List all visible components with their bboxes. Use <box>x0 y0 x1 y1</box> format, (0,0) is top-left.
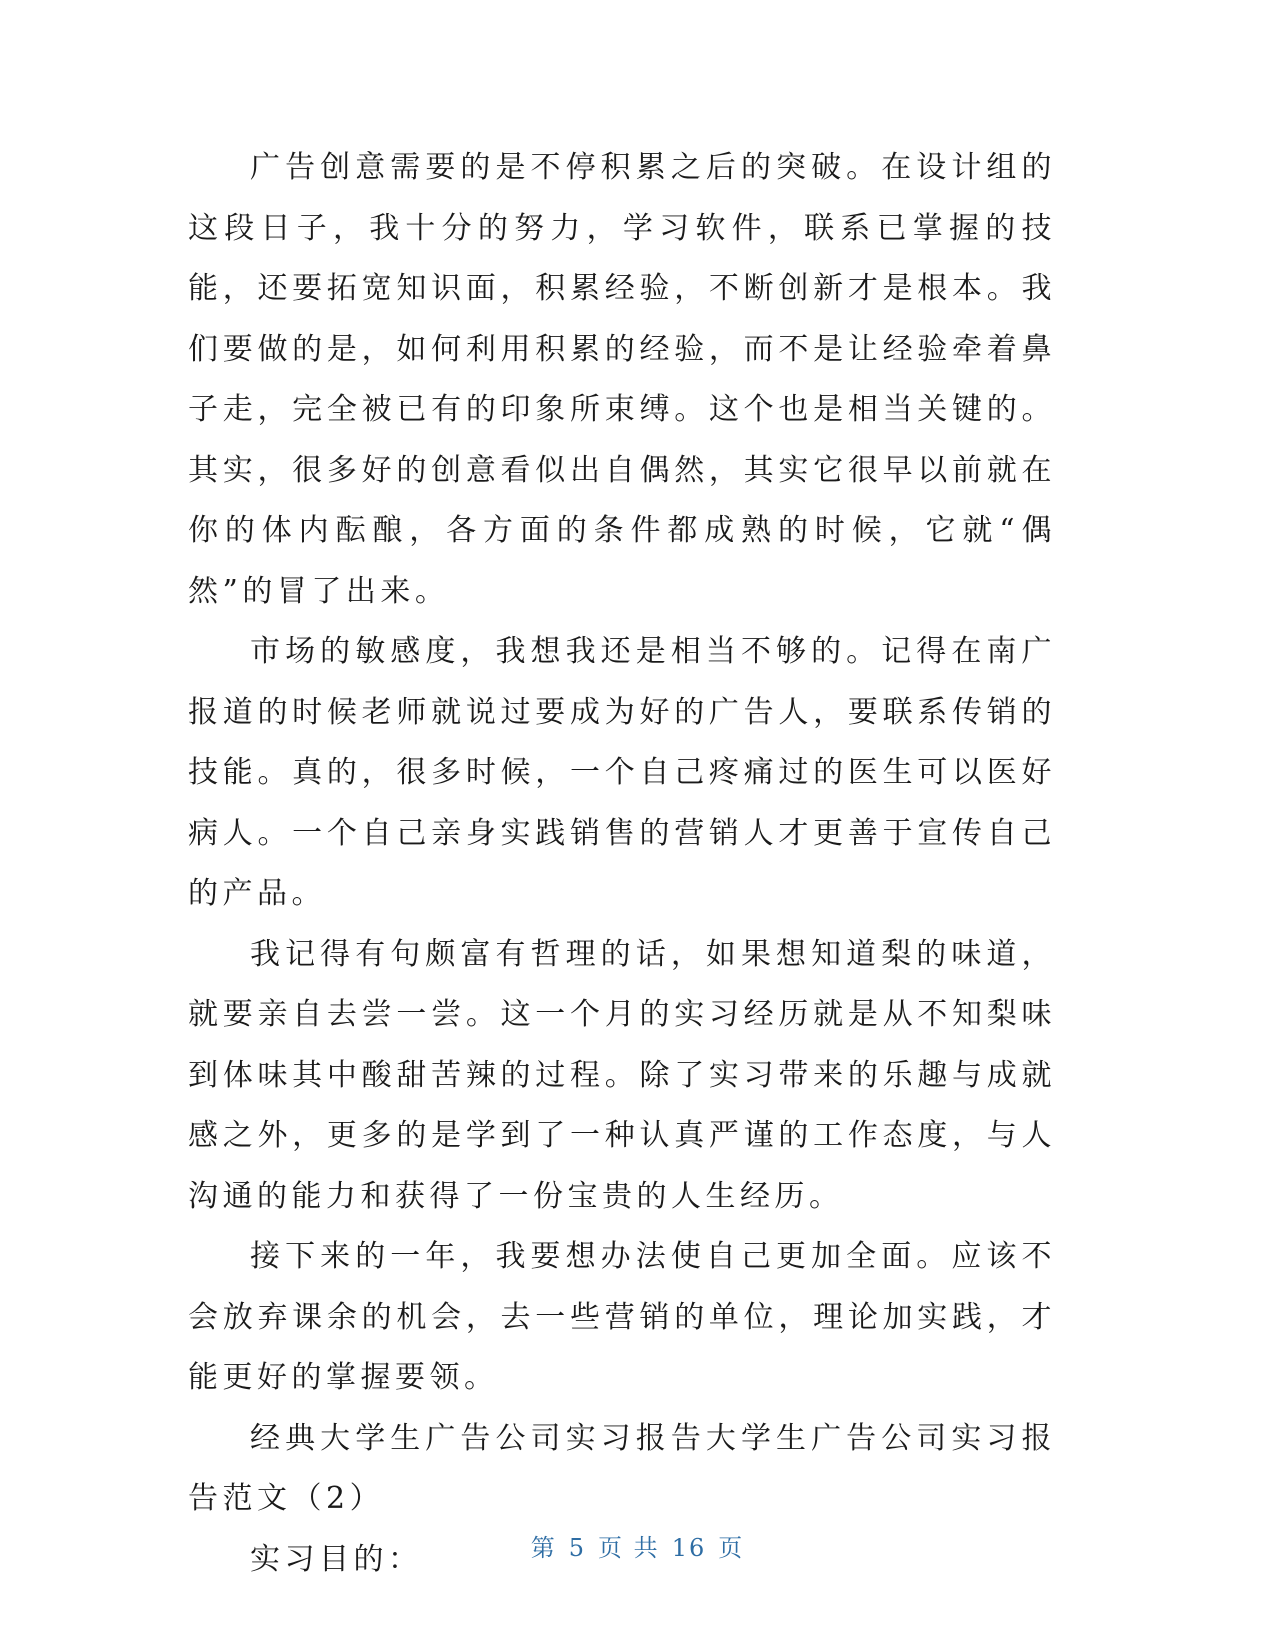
document-body <box>188 138 1056 1590</box>
total-pages-number: 16 <box>671 1534 707 1562</box>
paragraph: 广告创意需要的是不停积累之后的突破。在设计组的这段日子，我十分的努力，学习软件，联系已掌握的技能，还要拓宽知识面，积累经验，不断创新才是根本。我们要做的是，如何利用积累的经验，而不是让经验牵着鼻子走，完全被已有的印象所束缚。这个也是相当关键的。其实，很多好的创意看似出自偶然，其实它很早以前就在你的体内酝酿，各方面的条件都成熟的时候，它就“偶然”的冒了出来。 <box>188 150 1056 609</box>
section-heading: 经典大学生广告公司实习报告大学生广告公司实习报告范文（2） <box>188 1420 1056 1516</box>
paragraph: 我记得有句颇富有哲理的话，如果想知道梨的味道，就要亲自去尝一尝。这一个月的实习经历就是从不知梨味到体味其中酸甜苦辣的过程。除了实习带来的乐趣与成就感之外，更多的是学到了一种认真严谨的工作态度，与人沟通的能力和获得了一份宝贵的人生经历。 <box>188 936 1056 1214</box>
paragraph: 接下来的一年，我要想办法使自己更加全面。应该不会放弃课余的机会，去一些营销的单位，理论加实践，才能更好的掌握要领。 <box>188 1239 1056 1395</box>
subsection-heading: 实习目的： <box>250 1541 423 1577</box>
page-label-suffix: 页 <box>718 1534 745 1562</box>
page-label-prefix: 第 <box>530 1534 557 1562</box>
page-footer <box>0 1528 1275 1563</box>
current-page-number: 5 <box>568 1534 587 1562</box>
page-label-mid: 页 共 <box>598 1534 660 1562</box>
paragraph: 市场的敏感度，我想我还是相当不够的。记得在南广报道的时候老师就说过要成为好的广告人，要联系传销的技能。真的，很多时候，一个自己疼痛过的医生可以医好病人。一个自己亲身实践销售的营销人才更善于宣传自己的产品。 <box>188 634 1056 911</box>
